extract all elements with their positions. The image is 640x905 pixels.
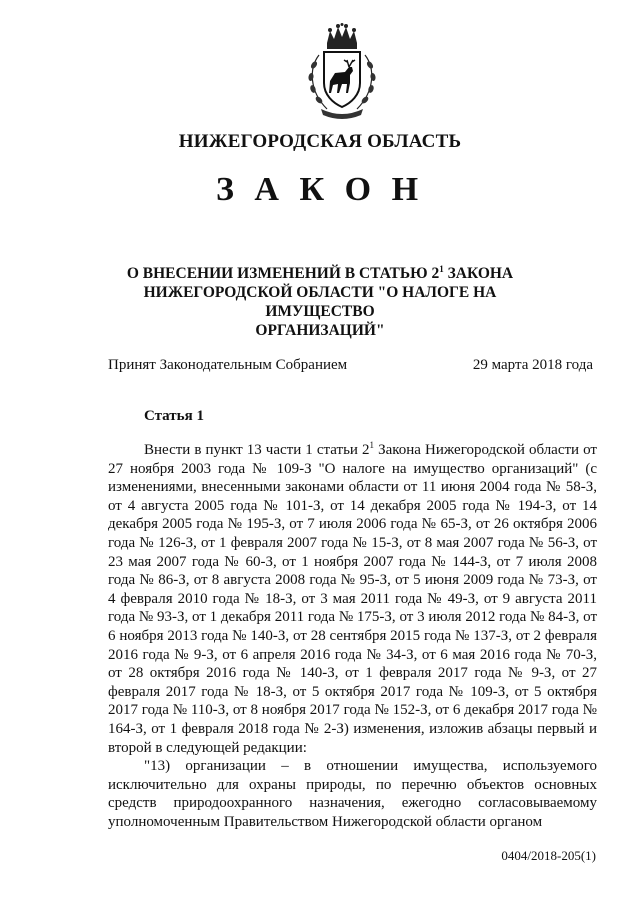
article-heading: Статья 1	[144, 408, 204, 424]
adoption-line	[108, 357, 593, 374]
law-title-text: ЗАКОНА	[443, 265, 514, 282]
law-title-text: О ВНЕСЕНИИ ИЗМЕНЕНИЙ В СТАТЬЮ 2	[126, 265, 440, 282]
paragraph-text: Внести в пункт 13 части 1 статьи 2	[144, 442, 370, 458]
adoption-date: 29 марта 2018 года	[472, 357, 593, 373]
adopted-by: Принят Законодательным Собранием	[108, 357, 348, 373]
article-paragraph-2: "13) организации – в отношении имущества, используемого исключительно для охраны природы, по перечню объектов основных средств природоохранного назначения, ежегодно согласовываемому уполномоченным Правительством Нижегородской области органом	[108, 758, 597, 830]
law-title-line-3: ОРГАНИЗАЦИЙ"	[255, 322, 385, 339]
document-number: 0404/2018-205(1)	[501, 848, 596, 863]
document-type-heading: З А К О Н	[215, 171, 425, 208]
law-title-line-2: НИЖЕГОРОДСКОЙ ОБЛАСТИ "О НАЛОГЕ НА ИМУЩЕСТВО	[143, 284, 497, 320]
article-body	[108, 441, 597, 831]
superscript: 1	[439, 264, 444, 274]
region-name: НИЖЕГОРОДСКАЯ ОБЛАСТЬ	[178, 131, 462, 152]
superscript: 1	[369, 440, 375, 450]
article-paragraph-1	[108, 441, 597, 757]
paragraph-text: Закона Нижегородской области от 27 ноября 2003 года № 109-З "О налоге на имущество организаций" (с изменениями, внесенными законами области от 11 июня 2004 года № 58-З, от 4 августа 2005 года № 101-З, от 14 декабря 2005 года № 194-З, от 14 декабря 2005 года № 195-З, от 7 июля 2006 года № 65-З, от 26 октября 2006 года № 126-З, от 1 февраля 2007 года № 15-З, от 8 мая 2007 года № 56-З, от 23 мая 2007 года № 60-З, от 1 ноября 2007 года № 144-З, от 7 июля 2008 года № 86-З, от 8 августа 2008 года № 95-З, от 5 июня 2009 года № 73-З, от 4 февраля 2010 года № 18-З, от 3 мая 2011 года № 49-З, от 9 августа 2011 года № 93-З, от 1 декабря 2011 года № 175-З, от 3 июля 2012 года № 84-З, от 6 ноября 2013 года № 140-З, от 28 сентября 2015 года № 137-З, от 2 февраля 2016 года № 9-З, от 6 апреля 2016 года № 34-З, от 6 мая 2016 года № 70-З, от 28 октября 2016 года № 140-З, от 1 февраля 2017 года № 9-З, от 27 февраля 2017 года № 18-З, от 5 октября 2017 года № 109-З, от 5 октября 2017 года № 110-З, от 8 ноября 2017 года № 152-З, от 6 декабря 2017 года № 164-З, от 1 февраля 2018 года № 2-З) изменения, изложив абзацы первый и второй в следующей редакции:	[108, 442, 597, 756]
law-title-line-1	[95, 264, 545, 283]
coat-of-arms-emblem	[297, 23, 387, 123]
law-title	[95, 264, 545, 340]
